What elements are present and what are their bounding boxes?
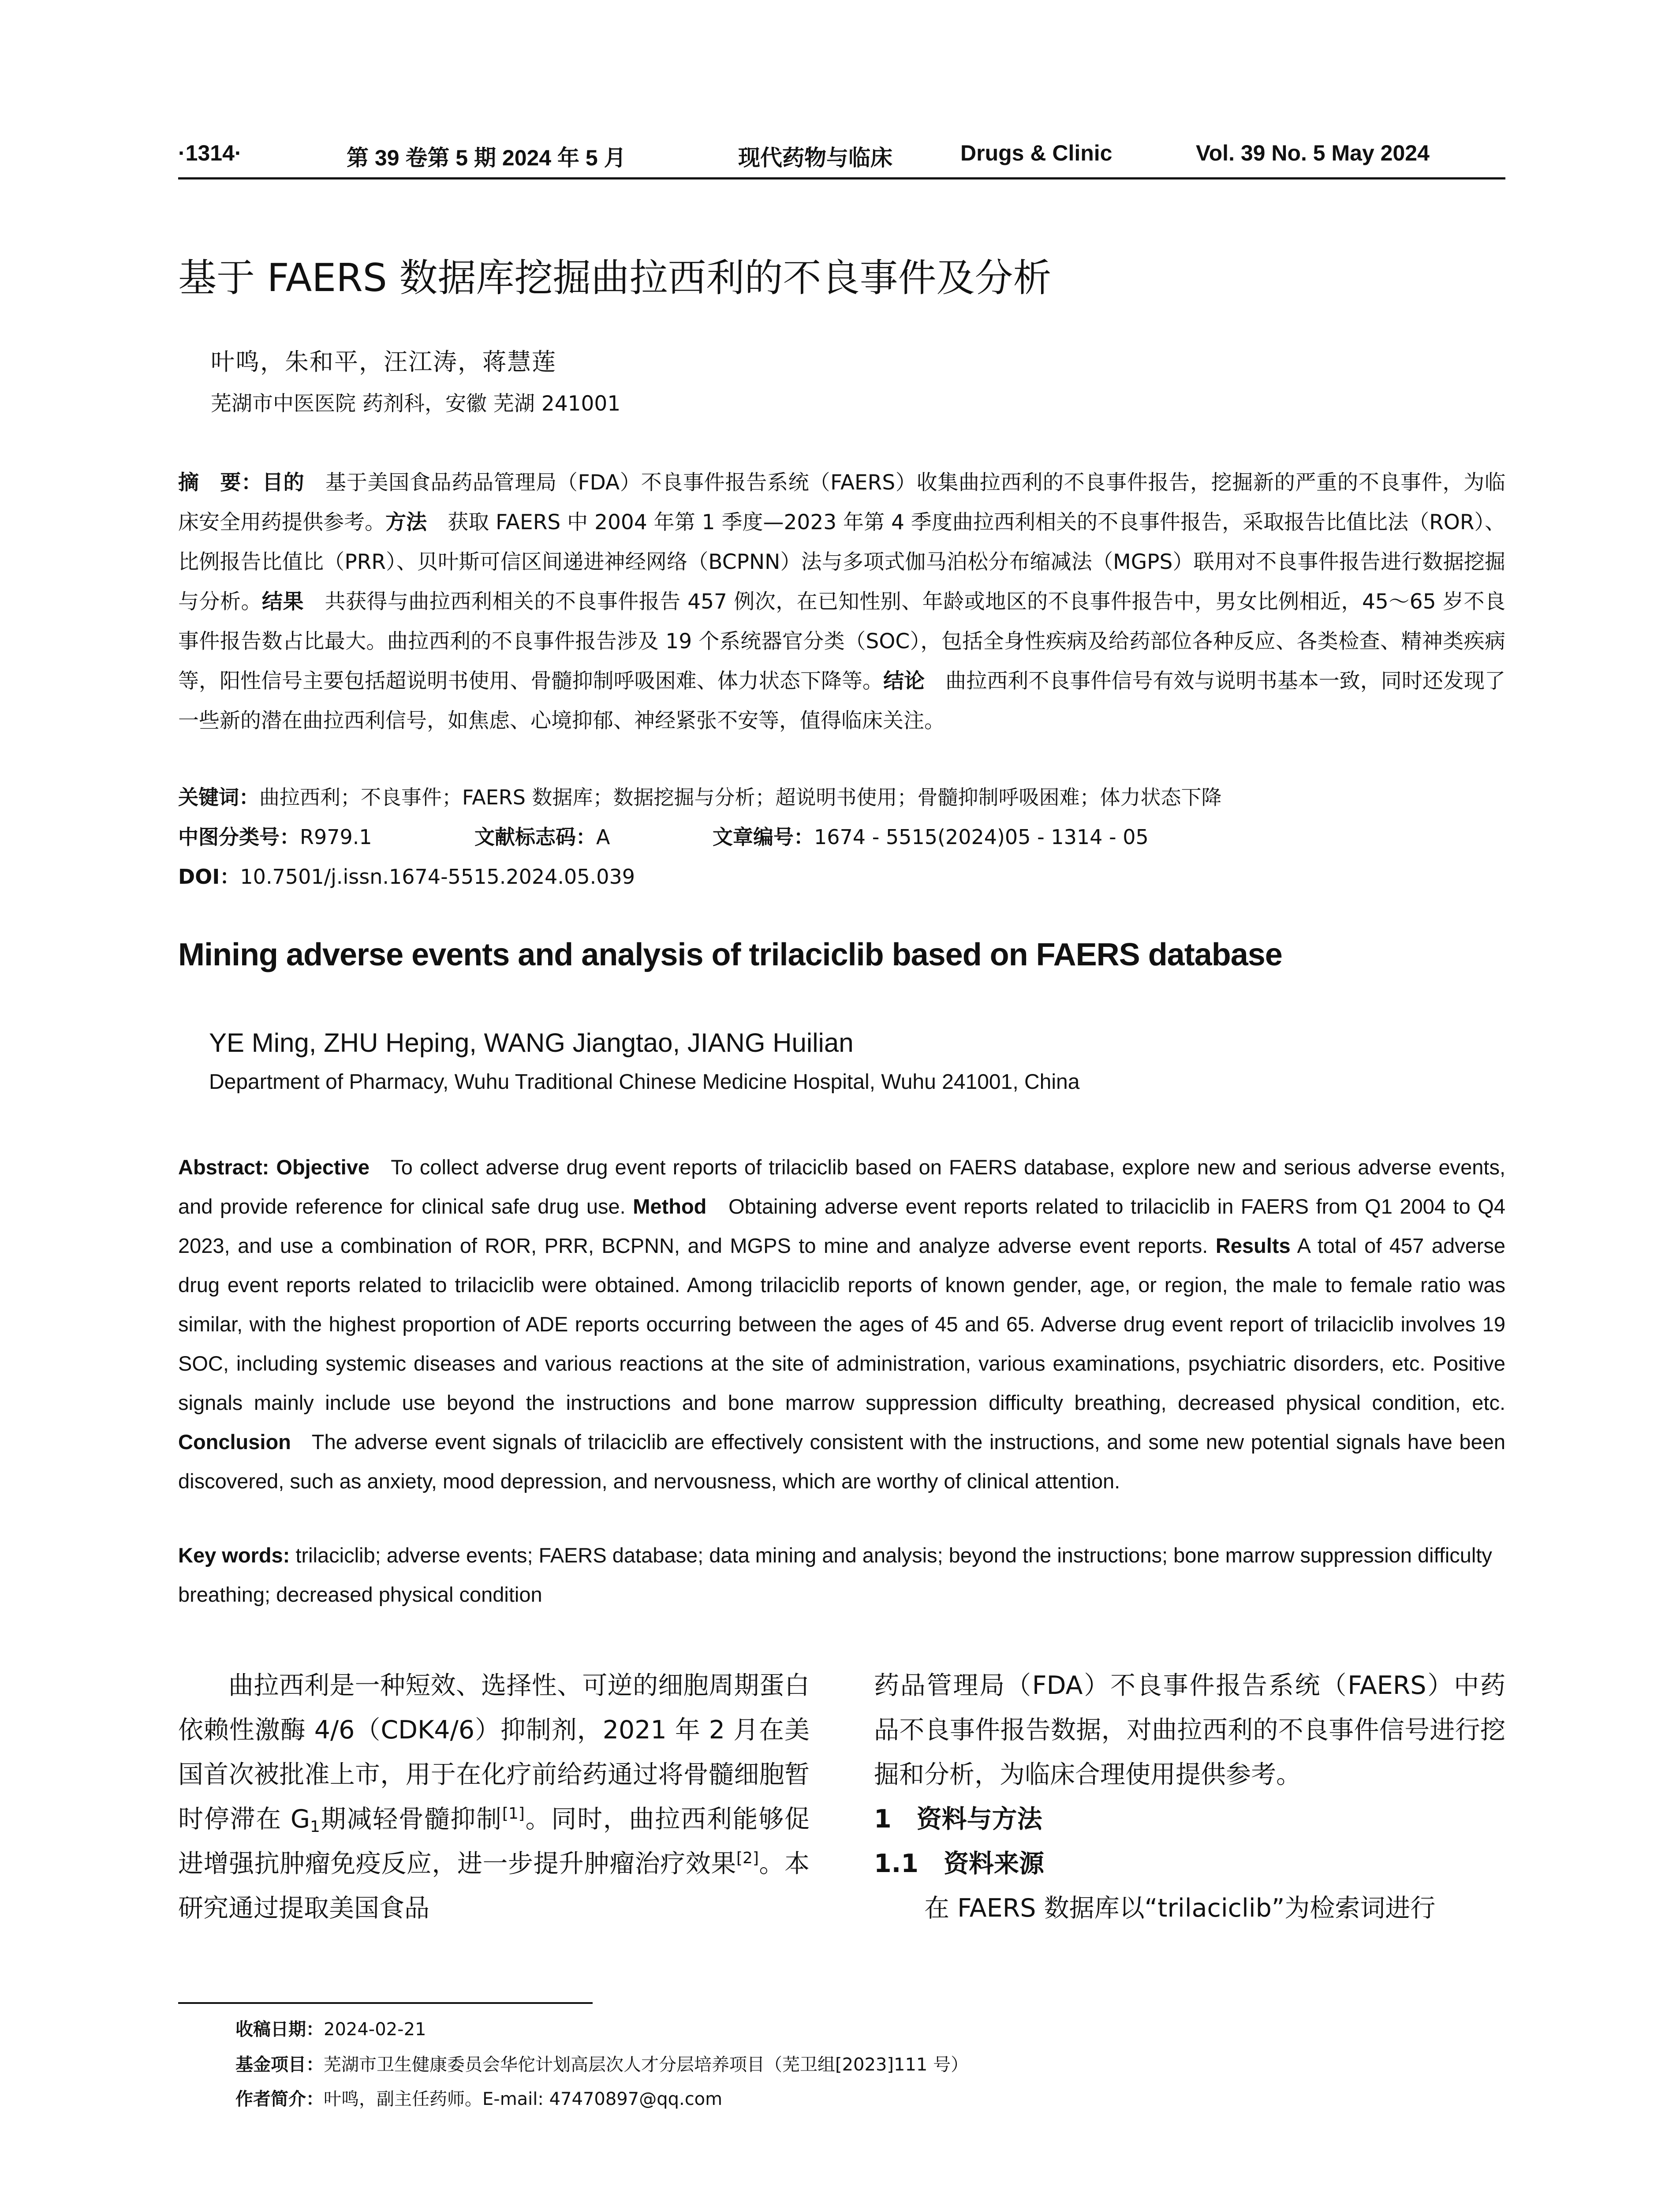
footnote-rule [178, 2002, 593, 2004]
received-label: 收稿日期： [235, 2019, 324, 2040]
en-affiliation: Department of Pharmacy, Wuhu Traditional Chinese Medicine Hospital, Wuhu 241001, China [209, 1070, 1080, 1094]
cn-conclusion-label: 结论 [883, 669, 925, 693]
cn-abstract-label: 摘 要： [178, 471, 262, 495]
en-authors: YE Ming, ZHU Heping, WANG Jiangtao, JIANG Huilian [209, 1028, 854, 1058]
intro-text-a: 曲拉西利是一种短效、选择性、可逆的细胞周期蛋白依赖性激酶 4/6（CDK4/6）抑制剂，2021 年 2 月在美国首次被批准上市，用于在化疗前给药通过将骨髓细胞暂时停滞在 G [178, 1671, 810, 1834]
cn-conclusion: 曲拉西利不良事件信号有效与说明书基本一致，同时还发现了一些新的潜在曲拉西利信号，如焦虑、心境抑郁、神经紧张不安等，值得临床关注。 [178, 669, 1506, 733]
author-bio-text: 叶鸣，副主任药师。E-mail: 47470897@qq.com [324, 2089, 723, 2109]
citation-2[interactable]: [2] [736, 1849, 759, 1867]
cn-method: 获取 FAERS 中 2004 年第 1 季度—2023 年第 4 季度曲拉西利相关的不良事件报告，采取报告比值比法（ROR）、比例报告比值比（PRR）、贝叶斯可信区间递进神经网络（BCPNN）法与多项式伽马泊松分布缩减法（MGPS）联用对不良事件报告进行数据挖掘与分析。 [178, 510, 1506, 614]
page-number: ·1314· [178, 141, 242, 165]
cn-abstract [178, 463, 1505, 741]
received-date: 2024-02-21 [324, 2019, 426, 2040]
cn-title: 基于 FAERS 数据库挖掘曲拉西利的不良事件及分析 [178, 255, 1052, 300]
en-results-label: Results [1215, 1234, 1291, 1257]
en-results: A total of 457 adverse drug event reports related to trilaciclib were obtained. Among trilaciclib reports of known gender, age, or region, the male to female ratio was similar, with the highest proportion of ADE reports occurring between the ages of 45 and 65. Adverse drug event report of trilaciclib involves 19 SOC, including systemic diseases and various reactions at the site of administration, various examinations, psychiatric disorders, etc. Positive signals mainly include use beyond the instructions and bone marrow suppression difficulty breathing, decreased physical condition, etc. [178, 1234, 1506, 1414]
doc-code [474, 821, 610, 850]
intro-text-d: 。本研究通过提取美国食品 [178, 1849, 810, 1923]
body-paragraph-source: 在 FAERS 数据库以“trilaciclib”为检索词进行 [924, 1894, 1436, 1923]
journal-name-cn: 现代药物与临床 [738, 145, 892, 171]
citation-1[interactable]: [1] [502, 1805, 525, 1823]
author-bio-label: 作者简介： [235, 2089, 324, 2109]
cn-classification [178, 821, 372, 850]
body-left-column [178, 1663, 810, 1931]
article-no-value: 1674 - 5515(2024)05 - 1314 - 05 [814, 825, 1149, 849]
issue-en: Vol. 39 No. 5 May 2024 [1196, 141, 1430, 165]
cn-objective-label: 目的 [262, 471, 305, 495]
journal-name-en: Drugs & Clinic [960, 141, 1113, 165]
doc-code-label: 文献标志码： [474, 825, 596, 849]
en-keywords-text: trilaciclib; adverse events; FAERS database; data mining and analysis; beyond the instructions; bone marrow suppression difficulty breathing; decreased physical condition [178, 1544, 1492, 1606]
doi-value: 10.7501/j.issn.1674-5515.2024.05.039 [240, 865, 635, 889]
fund-text: 芜湖市卫生健康委员会华佗计划高层次人才分层培养项目（芜卫组[2023]111 号） [324, 2055, 969, 2075]
cn-results: 共获得与曲拉西利相关的不良事件报告 457 例次，在已知性别、年龄或地区的不良事件报告中，男女比例相近，45～65 岁不良事件报告数占比最大。曲拉西利的不良事件报告涉及 19 个系统器官分类（SOC），包括全身性疾病及给药部位各种反应、各类检查、精神类疾病等，阳性信号主要包括超说明书使用、骨髓抑制呼吸困难、体力状态下降等。 [178, 590, 1506, 693]
en-keywords-label: Key words: [178, 1544, 290, 1567]
cn-keywords-label: 关键词： [178, 785, 259, 809]
en-abstract-label: Abstract: [178, 1155, 269, 1179]
clc-label: 中图分类号： [178, 825, 300, 849]
en-method: Obtaining adverse event reports related to trilaciclib in FAERS from Q1 2004 to Q4 2023, and use a combination of ROR, PRR, BCPNN, and MGPS to mine and analyze adverse event reports. [178, 1195, 1506, 1257]
en-keywords [178, 1536, 1505, 1614]
footnote-author [235, 2085, 722, 2110]
issue-cn: 第 39 卷第 5 期 2024 年 5 月 [347, 146, 626, 170]
en-title: Mining adverse events and analysis of trilaciclib based on FAERS database [178, 937, 1282, 972]
body-paragraph-continued: 药品管理局（FDA）不良事件报告系统（FAERS）中药品不良事件报告数据，对曲拉西利的不良事件信号进行挖掘和分析，为临床合理使用提供参考。 [874, 1671, 1505, 1789]
header-rule [178, 177, 1505, 179]
en-abstract [178, 1147, 1505, 1501]
en-conclusion: The adverse event signals of trilaciclib are effectively consistent with the instructions, and some new potential signals have been discovered, such as anxiety, mood depression, and nervousness, which are worthy of clinical attention. [178, 1430, 1505, 1493]
clc-value: R979.1 [300, 825, 372, 849]
intro-text-c: 。同时，曲拉西利能够促进增强抗肿瘤免疫反应，进一步提升肿瘤治疗效果 [178, 1805, 810, 1878]
en-conclusion-label: Conclusion [178, 1430, 291, 1454]
cn-keywords-text: 曲拉西利；不良事件；FAERS 数据库；数据挖掘与分析；超说明书使用；骨髓抑制呼吸困难；体力状态下降 [259, 785, 1222, 809]
g1-subscript: 1 [310, 1818, 320, 1836]
section-heading-1-1: 1.1 资料来源 [874, 1849, 1044, 1878]
section-heading-1: 1 资料与方法 [874, 1805, 1042, 1834]
cn-affiliation: 芜湖市中医医院 药剂科，安徽 芜湖 241001 [211, 392, 621, 416]
cn-method-label: 方法 [385, 510, 427, 534]
footnote-fund [235, 2051, 968, 2076]
footnote-received [235, 2015, 426, 2041]
en-objective-label: Objective [276, 1155, 370, 1179]
doi-label: DOI： [178, 865, 240, 889]
cn-objective: 基于美国食品药品管理局（FDA）不良事件报告系统（FAERS）收集曲拉西利的不良事件报告，挖掘新的严重的不良事件，为临床安全用药提供参考。 [178, 471, 1505, 534]
en-method-label: Method [633, 1195, 707, 1218]
body-paragraph-intro [178, 1663, 810, 1931]
cn-keywords [178, 781, 1222, 811]
article-no-label: 文章编号： [713, 825, 814, 849]
cn-authors: 叶鸣，朱和平，汪江涛，蒋慧莲 [211, 348, 556, 376]
en-objective: To collect adverse drug event reports of trilaciclib based on FAERS database, explore new and serious adverse events, and provide reference for clinical safe drug use. [178, 1155, 1506, 1218]
cn-results-label: 结果 [261, 590, 304, 614]
article-number [713, 821, 1149, 850]
doi-line [178, 861, 635, 890]
doc-code-value: A [596, 825, 610, 849]
fund-label: 基金项目： [235, 2055, 324, 2075]
body-right-column [874, 1663, 1505, 1931]
intro-text-b: 期减轻骨髓抑制 [320, 1805, 502, 1834]
